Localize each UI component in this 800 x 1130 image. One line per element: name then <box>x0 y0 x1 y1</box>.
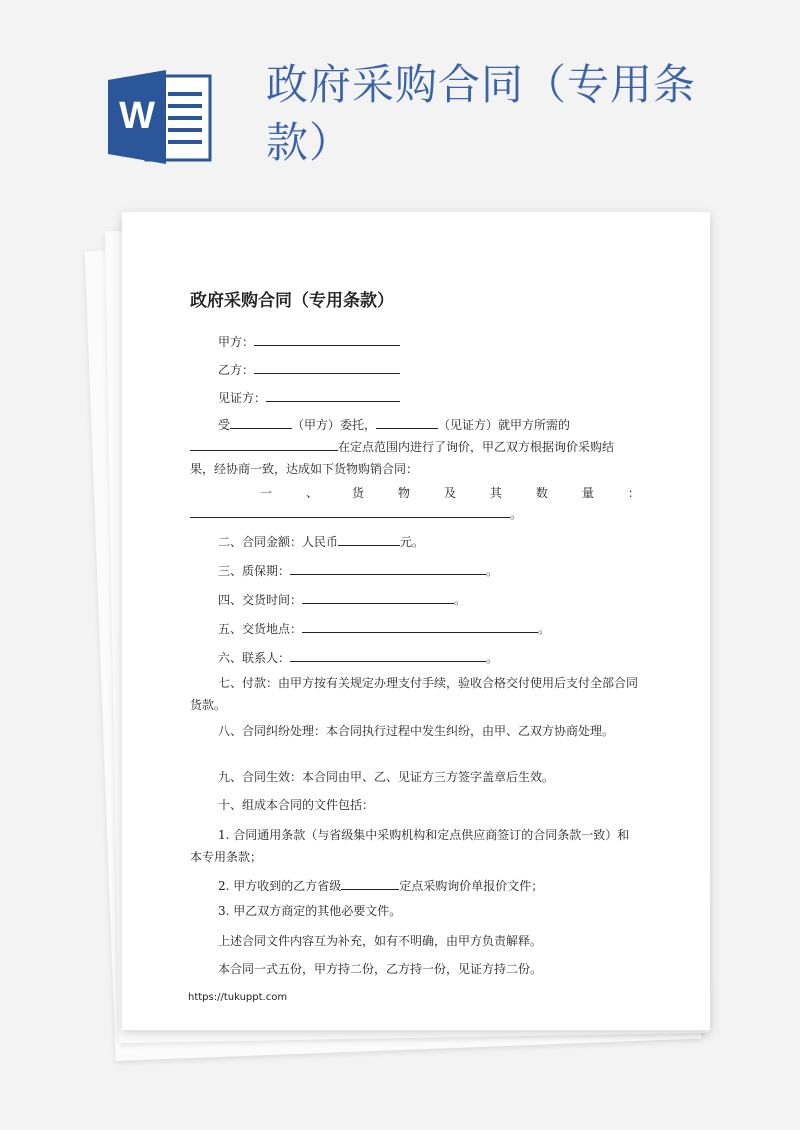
goods-char: 一 <box>260 486 273 500</box>
word-document-icon <box>108 70 212 164</box>
party-b-blank <box>254 360 400 374</box>
contact-blank <box>290 648 486 662</box>
documents-item-3: 3. 甲乙双方商定的其他必要文件。 <box>218 904 402 918</box>
party-b-line <box>218 360 400 378</box>
dispute-clause: 八、合同纠纷处理：本合同执行过程中发生纠纷，由甲、乙双方协商处理。 <box>218 724 615 738</box>
documents-item-1: 1. 合同通用条款（与省级集中采购机构和定点供应商签订的合同条款一致）和本专用条款； <box>190 828 630 864</box>
goods-char: 其 <box>489 486 502 500</box>
effective-clause: 九、合同生效：本合同由甲、乙、见证方三方签字盖章后生效。 <box>218 770 555 784</box>
delivery-place-blank <box>302 619 538 633</box>
goods-end: 。 <box>510 507 523 521</box>
amount-suffix: 元。 <box>400 535 425 549</box>
goods-line <box>190 504 522 522</box>
contact-label: 六、联系人： <box>218 651 291 665</box>
intro-paragraph <box>190 414 640 480</box>
item2-suffix: 定点采购询价单报价文件； <box>399 879 544 893</box>
delivery-place-end: 。 <box>538 622 551 636</box>
documents-item-2 <box>218 876 543 894</box>
page-title: 政府采购合同（专用条款） <box>266 60 697 167</box>
goods-blank <box>190 504 510 518</box>
document-title: 政府采购合同（专用条款） <box>190 291 394 311</box>
party-a-label: 甲方： <box>218 335 255 349</box>
party-a-line <box>218 332 400 350</box>
copies-clause: 本合同一式五份，甲方持二份，乙方持一份，见证方持二份。 <box>218 962 543 976</box>
intro-part-2: （甲方）委托， <box>292 418 377 432</box>
party-a-blank <box>254 332 400 346</box>
intro-blank-3 <box>190 437 338 451</box>
goods-char: 量 <box>581 486 594 500</box>
goods-char: 物 <box>397 486 410 500</box>
item2-prefix: 2. 甲方收到的乙方省级 <box>218 879 342 893</box>
goods-char: ： <box>627 486 640 500</box>
footer-url: https://tukuppt.com <box>188 992 288 1003</box>
document-page <box>122 212 710 1030</box>
delivery-time-line <box>218 590 466 608</box>
intro-blank-1 <box>230 415 292 429</box>
goods-char: 货 <box>351 486 364 500</box>
goods-char: 及 <box>443 486 456 500</box>
warranty-end: 。 <box>486 564 499 578</box>
contact-line <box>218 648 498 666</box>
delivery-time-label: 四、交货时间： <box>218 593 303 607</box>
goods-char: 、 <box>305 486 318 500</box>
documents-header: 十、组成本合同的文件包括： <box>218 798 375 812</box>
delivery-place-line <box>218 619 550 637</box>
delivery-time-end: 。 <box>454 593 467 607</box>
warranty-label: 三、质保期： <box>218 564 291 578</box>
warranty-line <box>218 561 498 579</box>
witness-line <box>218 388 400 406</box>
word-icon-letter: W <box>119 95 155 137</box>
amount-blank <box>338 532 400 546</box>
goods-char: 数 <box>535 486 548 500</box>
witness-label: 见证方： <box>218 391 267 405</box>
amount-label: 二、合同金额：人民币 <box>218 535 339 549</box>
contact-end: 。 <box>486 651 499 665</box>
amount-line <box>218 532 424 550</box>
intro-blank-2 <box>376 415 438 429</box>
payment-clause: 七、付款：由甲方按有关规定办理支付手续，验收合格交付使用后支付全部合同货款。 <box>190 676 639 712</box>
delivery-time-blank <box>302 590 454 604</box>
intro-part-5: 果，经协商一致，达成如下货物购销合同： <box>190 462 419 476</box>
supplement-clause: 上述合同文件内容互为补充，如有不明确，由甲方负责解释。 <box>218 934 543 948</box>
intro-part-4: 在定点范围内进行了询价，甲乙双方根据询价采购结 <box>338 440 615 454</box>
delivery-place-label: 五、交货地点： <box>218 622 303 636</box>
goods-heading <box>190 484 640 501</box>
intro-part-3: （见证方）就甲方所需的 <box>438 418 571 432</box>
party-b-label: 乙方： <box>218 363 255 377</box>
warranty-blank <box>290 561 486 575</box>
intro-part-1: 受 <box>218 418 231 432</box>
witness-blank <box>266 388 400 402</box>
item2-blank <box>341 876 399 890</box>
